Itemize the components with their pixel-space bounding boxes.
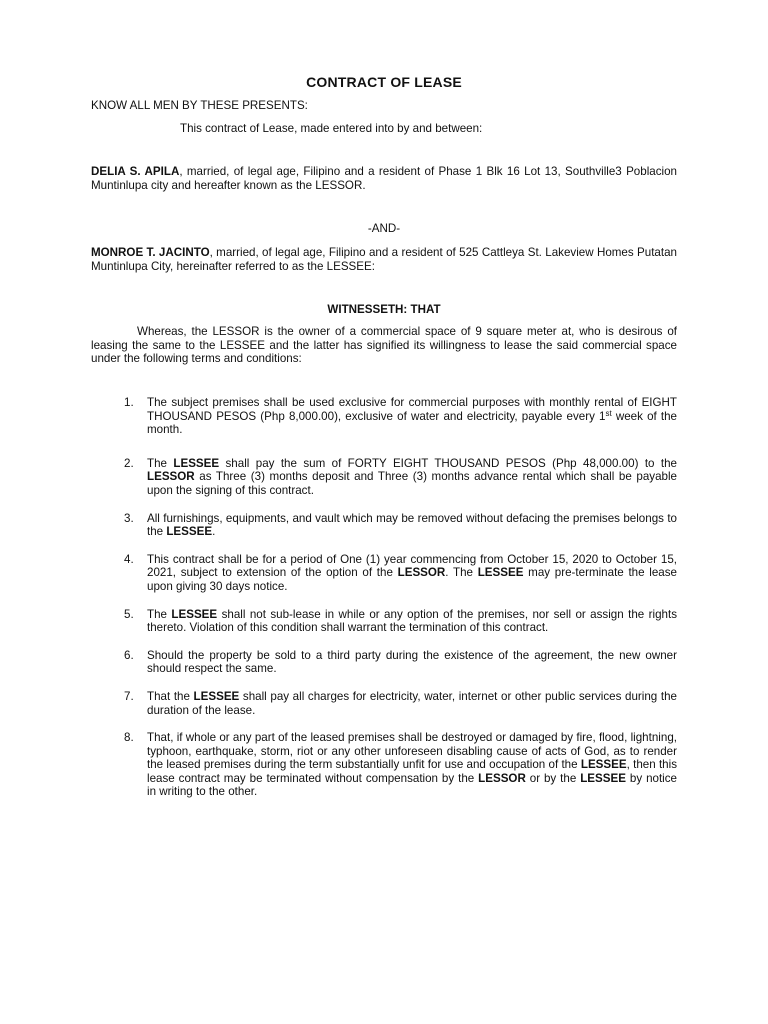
term-number: 6. <box>124 648 134 662</box>
lessee-bold: LESSEE <box>173 456 220 470</box>
terms-list <box>91 396 677 799</box>
intro-paragraph: This contract of Lease, made entered into by and between: <box>180 122 483 135</box>
term-item-2 <box>91 457 677 498</box>
lessee-bold: LESSEE <box>171 607 218 621</box>
lessee-bold: LESSEE <box>580 771 626 785</box>
term-number: 5. <box>124 607 134 621</box>
term-text: Should the property be sold to a third party during the existence of the agreement, the new owner should respect the same. <box>147 648 677 676</box>
term-item-8 <box>91 731 677 799</box>
term-text: by notice in writing to the other. <box>147 771 678 799</box>
term-item-6 <box>91 649 677 676</box>
lessor-bold: LESSOR <box>397 566 446 580</box>
term-item-7 <box>91 690 677 717</box>
and-separator: -AND- <box>367 222 401 235</box>
whereas-paragraph: Whereas, the LESSOR is the owner of a commercial space of 9 square meter at, who is desirous of leasing the same to the LESSEE and the latter has signified its willingness to lease the said commercial space under the following terms and conditions: <box>91 325 677 366</box>
term-text: The subject premises shall be used exclusive for commercial purposes with monthly rental of EIGHT THOUSAND PESOS (Php 8,000.00), exclusive of water and electricity, payable every 1 <box>147 396 677 423</box>
term-text: shall pay all charges for electricity, water, internet or other public services during the duration of the lease. <box>147 689 677 717</box>
term-text: The <box>147 456 174 470</box>
ordinal-suffix: st <box>605 408 612 418</box>
lessee-name: MONROE T. JACINTO <box>91 246 210 259</box>
lessor-details: , married, of legal age, Filipino and a resident of Phase 1 Blk 16 Lot 13, Southville3 Poblacion Muntinlupa city and hereafter known as the LESSOR. <box>91 165 677 192</box>
term-text: All furnishings, equipments, and vault which may be removed without defacing the premises belongs to the <box>147 511 677 539</box>
term-text: . The <box>445 566 478 580</box>
lessee-bold: LESSEE <box>166 525 213 539</box>
document-title: CONTRACT OF LEASE <box>306 74 462 90</box>
term-number: 1. <box>124 396 134 409</box>
term-number: 7. <box>124 689 134 703</box>
term-text: or by the <box>525 771 581 785</box>
term-text: , then this lease contract may be terminated without compensation by the <box>147 758 677 785</box>
lessor-name: DELIA S. APILA <box>91 165 180 178</box>
term-text: week of the month. <box>147 409 677 437</box>
term-text: shall not sub-lease in while or any option of the premises, nor sell or assign the rights thereto. Violation of this condition shall warrant the termination of this contract. <box>147 607 677 635</box>
term-item-4 <box>91 553 677 594</box>
term-number: 2. <box>124 456 134 470</box>
term-number: 3. <box>124 511 134 525</box>
term-text: That, if whole or any part of the leased premises shall be destroyed or damaged by fire, flood, lightning, typhoon, earthquake, storm, riot or any other unforeseen disabling cause of acts of God, as to render the leased premises during the term substantially unfit for use and occupation of the <box>147 731 677 772</box>
term-text: The <box>147 607 172 621</box>
lessor-bold: LESSOR <box>147 470 195 484</box>
witnesseth-heading: WITNESSETH: THAT <box>327 303 441 316</box>
term-text: . <box>212 525 216 539</box>
know-all-heading: KNOW ALL MEN BY THESE PRESENTS: <box>91 99 308 112</box>
lessor-paragraph <box>91 165 677 192</box>
term-text: This contract shall be for a period of One (1) year commencing from October 15, 2020 to October 15, 2021, subject to extension of the option of the <box>147 552 677 580</box>
term-text: as Three (3) months deposit and Three (3) months advance rental which shall be payable upon the signing of this contract. <box>147 470 677 497</box>
term-item-5 <box>91 608 677 635</box>
lessee-bold: LESSEE <box>193 689 240 703</box>
term-text: That the <box>147 689 194 703</box>
lessee-paragraph <box>91 246 677 273</box>
lessee-bold: LESSEE <box>580 758 627 772</box>
term-number: 8. <box>124 731 134 745</box>
lessee-details: , married, of legal age, Filipino and a resident of 525 Cattleya St. Lakeview Homes Putatan Muntinlupa City, hereinafter referred to as the LESSEE: <box>91 246 677 273</box>
term-text: shall pay the sum of FORTY EIGHT THOUSAND PESOS (Php 48,000.00) to the <box>219 456 677 470</box>
lessor-bold: LESSOR <box>478 771 526 785</box>
term-text: may pre-terminate the lease upon giving 30 days notice. <box>147 566 677 593</box>
term-item-3 <box>91 512 677 539</box>
term-number: 4. <box>124 552 134 566</box>
term-item-1 <box>91 396 677 437</box>
lessee-bold: LESSEE <box>477 566 524 580</box>
